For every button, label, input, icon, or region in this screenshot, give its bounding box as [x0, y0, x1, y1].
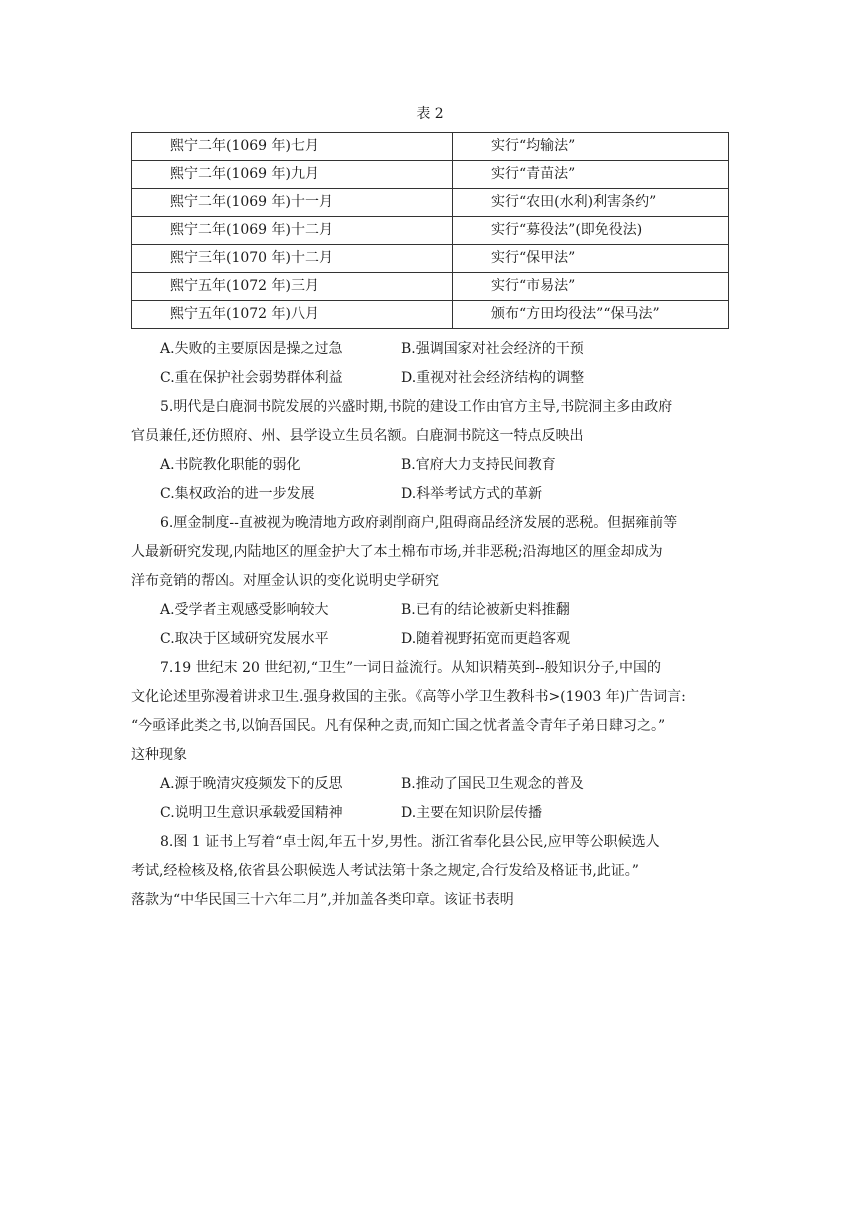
q8-stem-line: 考试,经检核及格,依省县公职候选人考试法第十条之规定,合行发给及格证书,此证。”: [131, 863, 639, 879]
q8-stem-line: 落款为“中华民国三十六年二月”,并加盖各类印章。该证书表明: [131, 892, 514, 908]
table-cell-action: 实行“保甲法”: [453, 245, 729, 273]
q6-option-d[interactable]: D.随着视野拓宽而更趋客观: [401, 631, 571, 647]
table-cell-date: 熙宁二年(1069 年)九月: [132, 161, 453, 189]
q6-options-row-2: [131, 625, 731, 654]
q5-stem: [131, 393, 731, 451]
q8-stem: [131, 828, 731, 915]
table-cell-date: 熙宁二年(1069 年)七月: [132, 133, 453, 161]
q5-option-c[interactable]: C.集权政治的进一步发展: [160, 486, 315, 502]
q4-options-row-2: [131, 364, 731, 393]
table-cell-date: 熙宁五年(1072 年)八月: [132, 301, 453, 329]
q4-option-a[interactable]: A.失败的主要原因是操之过急: [160, 341, 343, 357]
table-cell-action: 颁布“方田均役法”“保马法”: [453, 301, 729, 329]
q7-option-a[interactable]: A.源于晚清灾疫频发下的反思: [160, 776, 343, 792]
q6-stem: [131, 509, 731, 596]
table-cell-date: 熙宁二年(1069 年)十二月: [132, 217, 453, 245]
table-row: [132, 245, 729, 273]
q4-option-b[interactable]: B.强调国家对社会经济的干预: [401, 341, 584, 357]
table-cell-action: 实行“均输法”: [453, 133, 729, 161]
table-cell-date: 熙宁二年(1069 年)十一月: [132, 189, 453, 217]
q7-options-row-2: [131, 799, 731, 828]
table-row: [132, 301, 729, 329]
q5-option-d[interactable]: D.科举考试方式的革新: [401, 486, 543, 502]
table-row: [132, 189, 729, 217]
table-cell-action: 实行“农田(水利)利害条约”: [453, 189, 729, 217]
q4-options-row-1: [131, 335, 731, 364]
q5-options-row-2: [131, 480, 731, 509]
q5-option-a[interactable]: A.书院教化职能的弱化: [160, 457, 301, 473]
q7-stem-line: 7.19 世纪末 20 世纪初,“卫生”一词日益流行。从知识精英到--般知识分子,中国的: [160, 660, 662, 676]
q7-options-row-1: [131, 770, 731, 799]
q6-option-a[interactable]: A.受学者主观感受影响较大: [160, 602, 329, 618]
q5-stem-line: 5.明代是白鹿洞书院发展的兴盛时期,书院的建设工作由官方主导,书院洞主多由政府: [160, 399, 673, 415]
q4-option-d[interactable]: D.重视对社会经济结构的调整: [401, 370, 585, 386]
q4-option-c[interactable]: C.重在保护社会弱势群体利益: [160, 370, 343, 386]
q7-stem-line: 文化论述里弥漫着讲求卫生.强身救国的主张。《高等小学卫生教科书>(1903 年)广告词言:: [131, 689, 686, 705]
table-row: [132, 217, 729, 245]
q6-option-c[interactable]: C.取决于区域研究发展水平: [160, 631, 329, 647]
table-cell-action: 实行“募役法”(即免役法): [453, 217, 729, 245]
q6-stem-line: 人最新研究发现,内陆地区的厘金护大了本土棉布市场,并非恶税;沿海地区的厘金却成为: [131, 544, 663, 560]
reform-timeline-table: [131, 132, 729, 329]
q6-stem-line: 洋布竞销的帮凶。对厘金认识的变化说明史学研究: [131, 573, 439, 589]
q7-stem-line: 这种现象: [131, 747, 187, 763]
q8-stem-line: 8.图 1 证书上写着“卓士闳,年五十岁,男性。浙江省奉化县公民,应甲等公职候选人: [160, 834, 660, 850]
q7-stem: [131, 654, 731, 770]
table-cell-action: 实行“青苗法”: [453, 161, 729, 189]
q6-option-b[interactable]: B.已有的结论被新史料推翻: [401, 602, 570, 618]
questions-body: [131, 335, 731, 915]
q7-option-d[interactable]: D.主要在知识阶层传播: [401, 805, 543, 821]
table-cell-date: 熙宁三年(1070 年)十二月: [132, 245, 453, 273]
table-row: [132, 161, 729, 189]
q7-option-b[interactable]: B.推动了国民卫生观念的普及: [401, 776, 584, 792]
table-row: [132, 273, 729, 301]
table-caption: 表 2: [416, 106, 444, 122]
q6-options-row-1: [131, 596, 731, 625]
q6-stem-line: 6.厘金制度--直被视为晚清地方政府剥削商户,阻碍商品经济发展的恶税。但据雍前等: [160, 515, 678, 531]
table-cell-date: 熙宁五年(1072 年)三月: [132, 273, 453, 301]
q5-stem-line: 官员兼任,还仿照府、州、县学设立生员名额。白鹿洞书院这一特点反映出: [131, 428, 584, 444]
q5-options-row-1: [131, 451, 731, 480]
q5-option-b[interactable]: B.官府大力支持民间教育: [401, 457, 556, 473]
q7-option-c[interactable]: C.说明卫生意识承载爱国精神: [160, 805, 343, 821]
table-row: [132, 133, 729, 161]
q7-stem-line: “今亟译此类之书,以饷吾国民。凡有保种之责,而知亡国之忧者盖令青年子弟日肆习之。”: [131, 718, 666, 734]
table-cell-action: 实行“市易法”: [453, 273, 729, 301]
